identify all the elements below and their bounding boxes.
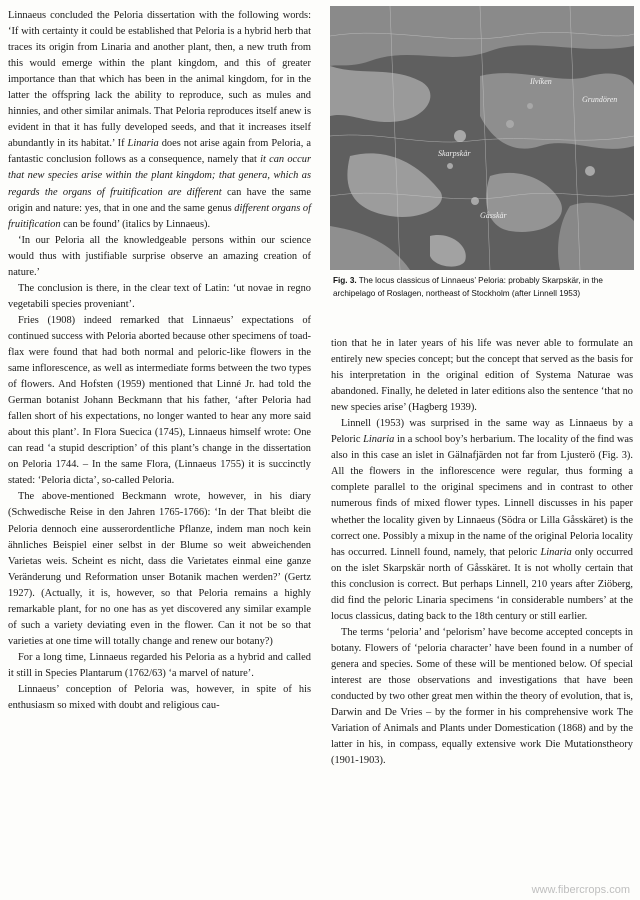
text-run: only occurred on the islet Skarpskär north of Gåsskäret. It is not wholly certain that this conclusion is correct. But perhaps Linnell, 210 years after Ziöberg, did find the peloric Linaria specimens ‘in considerable numbers’ at the locus classicus, dating back to the 18th century or still earlier. — [331, 546, 633, 622]
text-run: in a school boy’s herbarium. The locality of the find was also in this case an islet in Gälnafjärden not far from Ljusterö (Fig. 3). All the flowers in the inflorescence were regular, thus forming a complete parallel to the original specimens and in contrast to other numerous finds of mixed flower types. Linnell discusses in his paper whether the locality given by Linnaeus (Södra or Lilla Gåsskäret) is the correct one. Possibly a mixup in the name of the original Peloria locality has occurred. Linnell found, namely, that peloric — [331, 434, 634, 558]
text-run: tion that he in later years of his life was never able to formulate an entirely new species concept; but the concept that served as the basis for his interpretation in the original edition of Systema Naturae was abandoned. Finally, he deleted in later editions also the sentence ‘that no new species arise’ (Hagberg 1939). — [331, 338, 633, 414]
map-label-skarpskar: Skarpskär — [438, 149, 471, 158]
paragraph — [331, 336, 633, 416]
map-label-grundoren: Grundören — [582, 95, 618, 104]
text-run: does not arise again from Peloria, a fantastic conclusion follows as a consequence, namely that — [8, 138, 311, 166]
figure-caption — [333, 275, 631, 300]
italic-text: different organs of fruitification — [8, 202, 311, 230]
paragraph — [331, 416, 633, 625]
map-label-ilviken: Ilvíken — [530, 77, 552, 86]
archipelago-map — [330, 6, 634, 270]
paragraph — [8, 682, 311, 714]
right-text-column — [331, 336, 633, 769]
text-run: ‘In our Peloria all the knowledgeable persons within our science would thus with justifiable surprise observe an amazing creation of nature.’ — [8, 234, 311, 278]
paragraph — [8, 313, 311, 490]
watermark: www.fibercrops.com — [531, 884, 630, 896]
text-run: Linnaeus concluded the Peloria dissertation with the following words: ‘If with certainty it could be established that Peloria is a hybrid herb that traces its origin from Linaria and another plant, then, a new truth from this would emerge within the plant kingdom, and this of greater importance than that which has been in the animal kingdom, for in the latter the offspring lack the ability to reproduce, such as mules and hinnies, and other similar animals. That Peloria reproduces itself anew is evident in that it has fully developed seeds, and that it increases itself abundantly in its habitat.’ If — [8, 10, 311, 150]
text-run: The terms ‘peloria’ and ‘pelorism’ have become accepted concepts in botany. Flowers of ‘peloria character’ have been found in a number of genera and species. Some of these will be mentioned below. Of special interest are those observations and investigations that have been conducted by two other great men within the theory of evolution, that is, Darwin and De Vries – by the former in his comprehensive work The Variation of Animals and Plants under Domestication (1868) and by the latter in his, in compass, equally extensive work Die Mutationstheory (1901-1903). — [331, 626, 633, 767]
paragraph — [8, 650, 311, 682]
paragraph — [8, 8, 311, 233]
figure-caption-text: The locus classicus of Linnaeus’ Peloria: probably Skarpskär, in the archipelago of Roslagen, northeast of Stockholm (after Linnell 1953) — [333, 276, 603, 298]
paragraph — [331, 625, 633, 769]
paragraph — [8, 489, 311, 649]
italic-text: Linaria — [127, 138, 159, 150]
paragraph — [8, 233, 311, 281]
italic-text: Linaria — [363, 434, 395, 446]
figure-map-image — [330, 6, 634, 270]
italic-text: it can occur that new species arise within the plant kingdom; that genera, which as regards the organs of fruitification are different — [8, 154, 311, 198]
paragraph — [8, 281, 311, 313]
text-run: Linnaeus’ conception of Peloria was, however, in spite of his enthusiasm so mixed with doubt and religious cau- — [8, 683, 311, 712]
text-run: can have the same origin and nature: yes, that in one and the same genus — [8, 186, 312, 214]
figure-label: Fig. 3. — [333, 276, 357, 285]
text-run: The conclusion is there, in the clear text of Latin: ‘ut novae in regno vegetabili species proveniant’. — [8, 282, 311, 310]
text-run: The above-mentioned Beckmann wrote, however, in his diary (Schwedische Reise in den Jahren 1765-1766): ‘In der That bleibt die Peloria dennoch eine ausserordentliche Pflanze, indem man noch kein ähnliches Beispiel einer selbst in der Blume so weit abweichenden Varietas weis. Scheint es nicht, dass die Varietates einmal eine ganze Veränderung und Reformation unser Botanik machen werden?’ (Gertz 1927). (Actually, it is, however, so that Peloria remains a highly remarkable plant, for no one has as yet discovered any similar example of such a variety deviating even in the flower. Can it not be so that varieties at one time will totally change and renew our botany?) — [8, 491, 311, 647]
text-run: Fries (1908) indeed remarked that Linnaeus’ expectations of continued success with Peloria aborted because other specimens of toad-flax were found that had both normal and peloric-like flowers in the same inflorescence, as well as intermediate forms between the two types of flowers. And Hofsten (1959) mentioned that Linné Jr. had told the German botanist Johann Beckmann that his father, ‘after Peloria had fallen short of his expectations, no longer wanted to hear any more said about this plant’. In Flora Suecica (1745), Linnaeus himself wrote: One can read ‘a stupid description’ of this plant’s change in the dissertation on Peloria 1744. – In the same Flora, (Linnaeus 1755) it is succinctly stated: ‘Peloria dicta’, so-called Peloria. — [8, 314, 311, 487]
text-run: For a long time, Linnaeus regarded his Peloria as a hybrid and called it still in Species Plantarum (1762/63) ‘a marvel of nature’. — [8, 651, 311, 679]
left-text-column — [8, 8, 311, 714]
text-run: can be found’ (italics by Linnaeus). — [60, 218, 211, 230]
text-run: Linnell (1953) was surprised in the same way as Linnaeus by a Peloric — [331, 418, 633, 446]
map-label-gasskar: Gåsskär — [480, 211, 507, 220]
italic-text: Linaria — [540, 546, 572, 558]
